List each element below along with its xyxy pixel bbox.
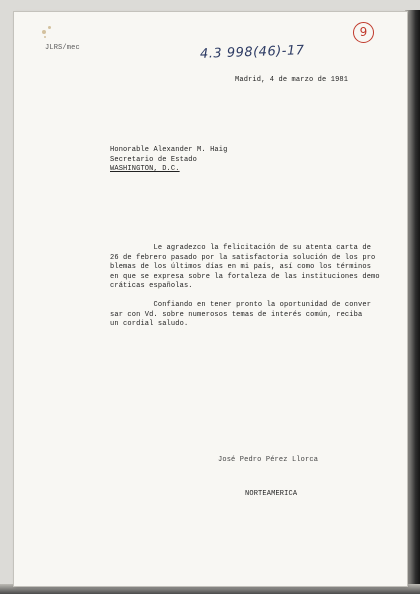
body-line: un cordial saludo. (110, 320, 189, 329)
reference-code: JLRS/mec (45, 44, 80, 52)
body-line: sar con Vd. sobre numerosos temas de interés común, reciba (110, 310, 363, 319)
signature-name: José Pedro Pérez Llorca (218, 456, 319, 464)
paper-stain (48, 26, 51, 29)
body-line: Confiando en tener pronto la oportunidad de conver (110, 300, 372, 309)
recipient-name: Honorable Alexander M. Haig (110, 146, 228, 154)
body-paragraph (110, 244, 380, 292)
date-line: Madrid, 4 de marzo de 1981 (235, 76, 349, 84)
paper-stain (42, 30, 46, 34)
handwritten-reference: 4.3 998(46)-17 (199, 43, 305, 62)
body-line: Le agradezco la felicitación de su atenta carta de (110, 244, 372, 252)
body-line: blemas de los últimos días en mi país, así como los términos (110, 263, 372, 272)
letter-body (110, 244, 380, 339)
page-number-mark: 9 (353, 22, 374, 43)
recipient-block (110, 146, 227, 175)
recipient-city: WASHINGTON, D.C. (110, 165, 180, 174)
body-line: en que se expresa sobre la fortaleza de las instituciones demo (110, 272, 380, 281)
recipient-title: Secretario de Estado (110, 155, 198, 164)
body-line: cráticas españolas. (110, 282, 193, 291)
scan-edge-shadow-right (405, 10, 420, 594)
body-paragraph (110, 301, 380, 330)
paper-stain (44, 36, 46, 38)
body-line: 26 de febrero pasado por la satisfactoria solución de los pro (110, 253, 376, 262)
destination-line: NORTEAMERICA (245, 490, 298, 498)
